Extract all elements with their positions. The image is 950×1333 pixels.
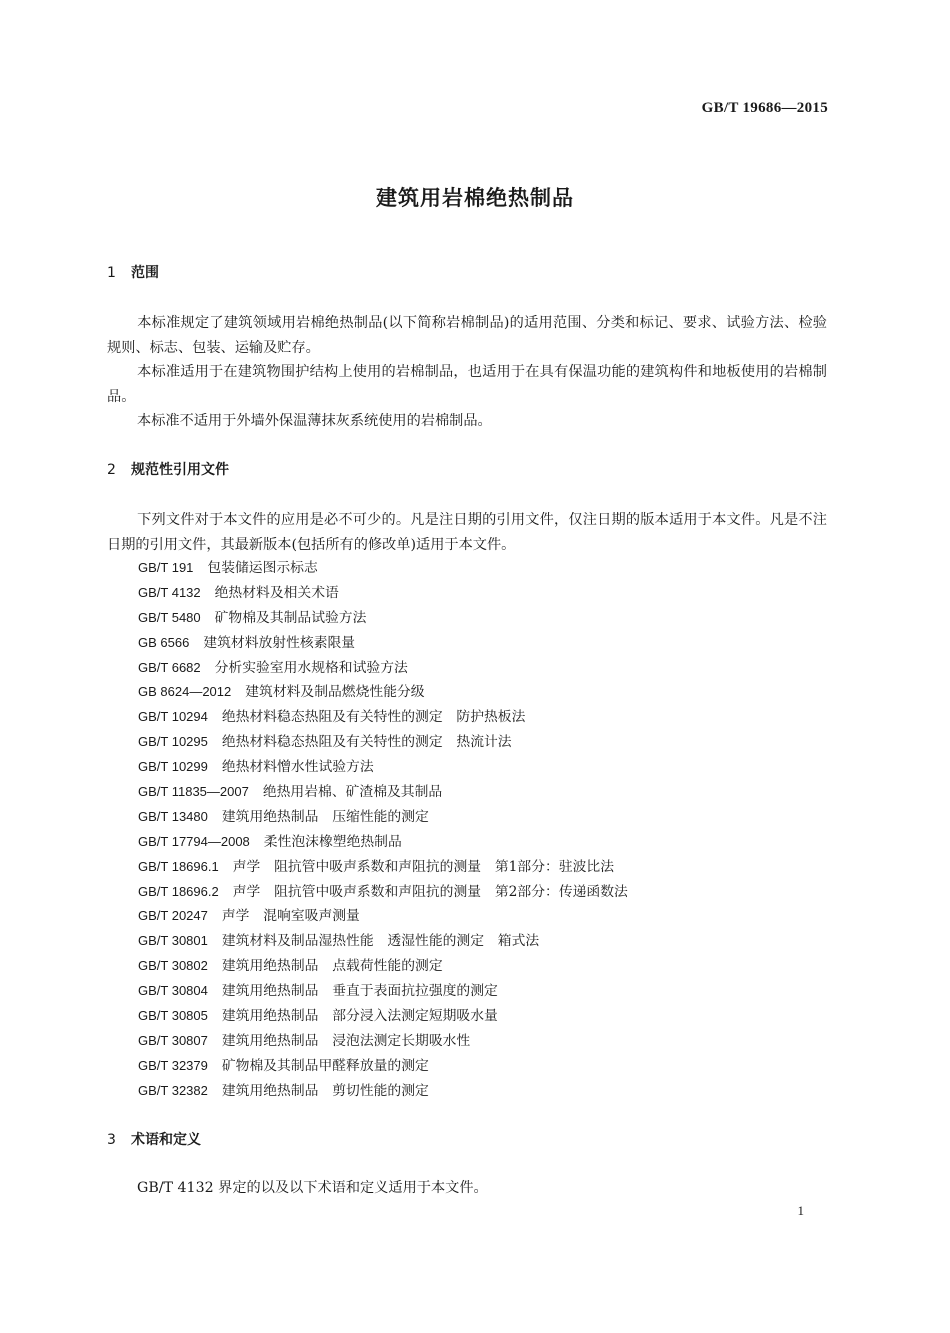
scope-paragraph-3 bbox=[107, 409, 827, 434]
reference-title: 建筑材料及制品湿热性能 透湿性能的测定 箱式法 bbox=[221, 933, 540, 950]
reference-code: GB/T 10295 bbox=[138, 734, 208, 750]
section-3-heading bbox=[107, 1129, 201, 1149]
reference-title: 建筑材料及制品燃烧性能分级 bbox=[245, 684, 425, 701]
reference-code: GB/T 191 bbox=[138, 560, 194, 575]
reference-code: GB 6566 bbox=[138, 634, 190, 650]
reference-title: 建筑用绝热制品 部分浸入法测定短期吸水量 bbox=[221, 1008, 498, 1025]
standard-number: GB/T 19686—2015 bbox=[701, 100, 828, 116]
reference-title: 声学 阻抗管中吸声系数和声阻抗的测量 第1部分：驻波比法 bbox=[232, 858, 615, 875]
reference-code: GB 8624—2012 bbox=[138, 684, 232, 700]
document-title: 建筑用岩棉绝热制品 bbox=[376, 186, 574, 210]
reference-code: GB/T 32379 bbox=[138, 1057, 208, 1073]
reference-list bbox=[138, 556, 628, 1104]
reference-title: 建筑用绝热制品 垂直于表面抗拉强度的测定 bbox=[221, 983, 498, 1000]
reference-item bbox=[138, 755, 628, 780]
reference-title: 绝热材料及相关术语 bbox=[214, 584, 339, 601]
reference-code: GB/T 32382 bbox=[138, 1082, 208, 1098]
normative-intro-text: 下列文件对于本文件的应用是必不可少的。凡是注日期的引用文件，仅注日期的版本适用于本文件。凡是不注日期的引用文件，其最新版本(包括所有的修改单)适用于本文件。 bbox=[107, 512, 827, 553]
page-number: 1 bbox=[797, 1203, 804, 1218]
reference-item bbox=[138, 656, 628, 681]
reference-code: GB/T 17794—2008 bbox=[138, 833, 250, 849]
terms-text: GB/T 4132 界定的以及以下术语和定义适用于本文件。 bbox=[137, 1180, 488, 1196]
terms-paragraph bbox=[107, 1176, 827, 1201]
reference-item bbox=[138, 1029, 628, 1054]
reference-title: 包装储运图示标志 bbox=[207, 560, 318, 576]
reference-code: GB/T 18696.2 bbox=[138, 883, 219, 899]
reference-code: GB/T 18696.1 bbox=[138, 858, 219, 874]
reference-title: 建筑用绝热制品 剪切性能的测定 bbox=[221, 1082, 429, 1099]
scope-paragraph-2 bbox=[107, 360, 827, 409]
reference-item bbox=[138, 705, 628, 730]
reference-item bbox=[138, 929, 628, 954]
reference-item bbox=[138, 805, 628, 830]
section-title: 规范性引用文件 bbox=[131, 462, 229, 478]
reference-item bbox=[138, 880, 628, 905]
reference-code: GB/T 11835—2007 bbox=[138, 784, 249, 800]
reference-item bbox=[138, 581, 628, 606]
reference-item bbox=[138, 904, 628, 929]
reference-code: GB/T 30805 bbox=[138, 1008, 208, 1024]
reference-code: GB/T 20247 bbox=[138, 908, 208, 924]
reference-title: 声学 阻抗管中吸声系数和声阻抗的测量 第2部分：传递函数法 bbox=[232, 883, 628, 900]
reference-code: GB/T 6682 bbox=[138, 659, 201, 675]
reference-item bbox=[138, 1054, 628, 1079]
section-1-heading bbox=[107, 262, 159, 282]
reference-item bbox=[138, 680, 628, 705]
reference-item bbox=[138, 730, 628, 755]
reference-title: 声学 混响室吸声测量 bbox=[221, 908, 360, 925]
reference-code: GB/T 30804 bbox=[138, 983, 208, 999]
reference-code: GB/T 10294 bbox=[138, 709, 208, 725]
reference-item bbox=[138, 830, 628, 855]
section-number: 1 bbox=[107, 265, 116, 281]
section-number: 2 bbox=[107, 462, 116, 478]
reference-item bbox=[138, 1079, 628, 1104]
reference-title: 分析实验室用水规格和试验方法 bbox=[214, 659, 408, 676]
scope-paragraph-1 bbox=[107, 311, 827, 360]
section-title: 术语和定义 bbox=[131, 1132, 201, 1148]
reference-title: 矿物棉及其制品试验方法 bbox=[214, 609, 367, 626]
reference-title: 绝热材料憎水性试验方法 bbox=[221, 759, 374, 776]
reference-code: GB/T 10299 bbox=[138, 759, 208, 775]
reference-item bbox=[138, 780, 628, 805]
reference-item bbox=[138, 556, 628, 581]
reference-item bbox=[138, 1004, 628, 1029]
reference-item bbox=[138, 979, 628, 1004]
reference-title: 绝热用岩棉、矿渣棉及其制品 bbox=[262, 784, 443, 801]
section-number: 3 bbox=[107, 1132, 116, 1148]
reference-code: GB/T 13480 bbox=[138, 808, 208, 824]
normative-intro bbox=[107, 508, 827, 557]
reference-code: GB/T 30801 bbox=[138, 933, 208, 949]
scope-text-1: 本标准规定了建筑领域用岩棉绝热制品(以下简称岩棉制品)的适用范围、分类和标记、要求、试验方法、检验规则、标志、包装、运输及贮存。 bbox=[107, 315, 827, 356]
section-2-heading bbox=[107, 459, 229, 479]
reference-item bbox=[138, 606, 628, 631]
reference-title: 建筑用绝热制品 压缩性能的测定 bbox=[221, 808, 429, 825]
reference-item bbox=[138, 954, 628, 979]
scope-text-3: 本标准不适用于外墙外保温薄抹灰系统使用的岩棉制品。 bbox=[137, 413, 492, 429]
reference-code: GB/T 5480 bbox=[138, 609, 201, 625]
reference-code: GB/T 30802 bbox=[138, 958, 208, 974]
reference-code: GB/T 4132 bbox=[138, 584, 201, 600]
reference-title: 柔性泡沫橡塑绝热制品 bbox=[263, 833, 402, 850]
reference-title: 建筑材料放射性核素限量 bbox=[203, 634, 356, 651]
reference-title: 建筑用绝热制品 浸泡法测定长期吸水性 bbox=[221, 1032, 471, 1049]
reference-code: GB/T 30807 bbox=[138, 1032, 208, 1048]
reference-item bbox=[138, 855, 628, 880]
section-title: 范围 bbox=[131, 265, 159, 281]
reference-title: 建筑用绝热制品 点载荷性能的测定 bbox=[221, 958, 443, 975]
reference-title: 矿物棉及其制品甲醛释放量的测定 bbox=[221, 1057, 429, 1074]
reference-title: 绝热材料稳态热阻及有关特性的测定 防护热板法 bbox=[221, 709, 526, 726]
reference-item bbox=[138, 631, 628, 656]
scope-text-2: 本标准适用于在建筑物围护结构上使用的岩棉制品，也适用于在具有保温功能的建筑构件和地板使用的岩棉制品。 bbox=[107, 364, 827, 405]
reference-title: 绝热材料稳态热阻及有关特性的测定 热流计法 bbox=[221, 734, 512, 751]
